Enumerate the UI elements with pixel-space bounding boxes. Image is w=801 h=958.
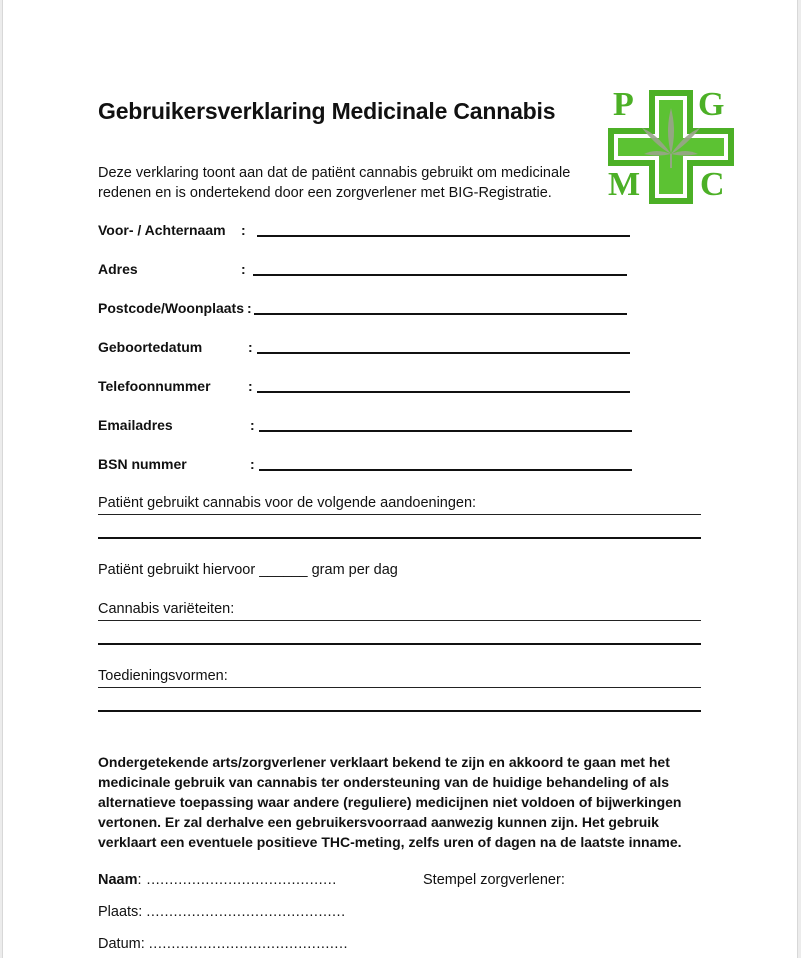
field-separator: :: [241, 261, 246, 277]
varieties-line-1[interactable]: [98, 620, 701, 621]
signature-date-dots[interactable]: ............................................: [148, 936, 349, 952]
field-separator: :: [250, 456, 255, 472]
postcode-input-line[interactable]: [254, 313, 627, 315]
forms-line-1[interactable]: [98, 687, 701, 688]
varieties-label: Cannabis variëteiten:: [98, 601, 235, 617]
field-label-bsn: BSN nummer: [98, 456, 187, 472]
address-input-line[interactable]: [253, 274, 627, 276]
logo-letter-m: M: [608, 166, 641, 203]
field-separator: :: [248, 378, 253, 394]
signature-place-dots[interactable]: ............................................: [146, 904, 346, 920]
logo-letter-p: P: [613, 86, 634, 123]
bsn-input-line[interactable]: [259, 469, 632, 471]
email-input-line[interactable]: [259, 430, 632, 432]
intro-text: [98, 163, 570, 203]
birthdate-input-line[interactable]: [257, 352, 630, 354]
field-label-postcode: Postcode/Woonplaats: [98, 300, 244, 316]
signature-date-label: Datum:: [98, 936, 149, 952]
varieties-line-2[interactable]: [98, 643, 701, 645]
field-separator: :: [248, 339, 253, 355]
field-label-phone: Telefoonnummer: [98, 378, 211, 394]
field-label-email: Emailadres: [98, 417, 173, 433]
field-separator: :: [247, 300, 252, 316]
signature-date-row: [98, 936, 348, 952]
declaration-text: Ondergetekende arts/zorgverlener verklaart bekend te zijn en akkoord te gaan met het medicinale gebruik van cannabis ter ondersteuning van de huidige behandeling of als alternatieve toepassing waar andere (reguliere) medicijnen niet voldoen of bijwerkingen vertonen. Er zal derhalve een gebruikersvoorraad aanwezig kunnen zijn. Het gebruik verklaart een eventuele positieve THC-meting, zelfs uren of dagen na de laatste inname.: [98, 754, 682, 850]
forms-label: Toedieningsvormen:: [98, 668, 228, 684]
field-label-birthdate: Geboortedatum: [98, 339, 203, 355]
signature-name-row: [98, 872, 337, 888]
conditions-label: Patiënt gebruikt cannabis voor de volgende aandoeningen:: [98, 495, 477, 511]
intro-line-1: Deze verklaring toont aan dat de patiënt cannabis gebruikt om medicinale: [98, 165, 571, 181]
usage-text: Patiënt gebruikt hiervoor ______ gram per dag: [98, 562, 398, 578]
logo-letter-c: C: [700, 166, 725, 203]
name-input-line[interactable]: [257, 235, 630, 237]
field-label-name: Voor- / Achternaam: [98, 222, 226, 238]
conditions-line-2[interactable]: [98, 537, 701, 539]
intro-line-2: redenen en is ondertekend door een zorgverlener met BIG-Registratie.: [98, 185, 552, 201]
signature-place-label: Plaats:: [98, 904, 147, 920]
signature-name-label: Naam: [98, 872, 138, 888]
field-separator: :: [250, 417, 255, 433]
field-label-address: Adres: [98, 261, 138, 277]
logo-letter-g: G: [698, 86, 725, 123]
document-page: [2, 0, 798, 958]
field-separator: :: [241, 222, 246, 238]
stamp-label: Stempel zorgverlener:: [423, 872, 565, 888]
phone-input-line[interactable]: [257, 391, 630, 393]
signature-place-row: [98, 904, 346, 920]
conditions-line-1[interactable]: [98, 514, 701, 515]
document-title: Gebruikersverklaring Medicinale Cannabis: [98, 98, 556, 124]
forms-line-2[interactable]: [98, 710, 701, 712]
signature-name-dots[interactable]: : ..........................................: [137, 872, 337, 888]
